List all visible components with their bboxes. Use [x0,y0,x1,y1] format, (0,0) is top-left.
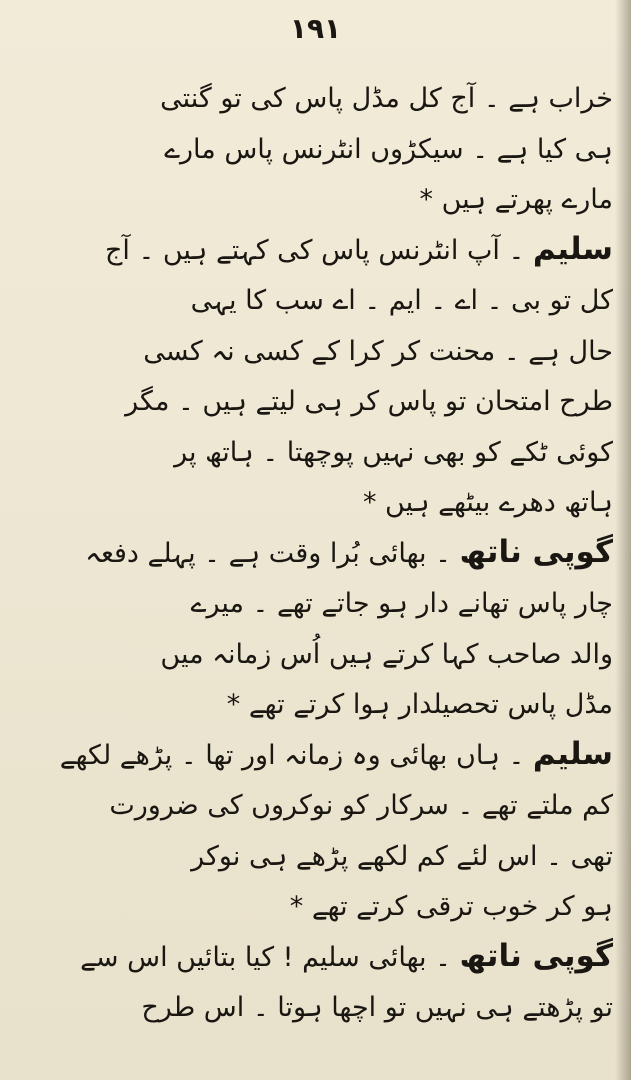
text-line [48,224,613,275]
text-line [48,880,613,931]
text-line [48,123,613,174]
line-text: ہو کر خوب ترقی کرتے تھے * [289,891,613,922]
text-line [48,426,613,477]
page-number: ١٩١ [289,12,342,45]
text-line [48,527,613,578]
line-text: ۔ آپ انٹرنس پاس کی کہتے ہیں ۔ آج [104,234,533,266]
line-text: مڈل پاس تحصیلدار ہوا کرتے تھے * [226,689,613,720]
page-text [48,72,613,1032]
line-text: کل تو بی ۔ اے ۔ ایم ۔ اے سب کا یہی [190,285,613,316]
text-line [48,173,613,224]
binding-shadow [615,0,631,1080]
text-line [48,72,613,123]
text-line [48,628,613,679]
speaker-name: گوپی ناتھ [459,533,613,570]
text-line [48,375,613,426]
line-text: ۔ بھائی بُرا وقت ہے ۔ پہلے دفعہ [85,537,460,569]
speaker-name: گوپی ناتھ [459,937,613,974]
text-line [48,325,613,376]
text-line [48,779,613,830]
line-text: کم ملتے تھے ۔ سرکار کو نوکروں کی ضرورت [109,790,613,821]
line-text: ۔ بھائی سلیم ! کیا بتائیں اس سے [80,941,460,973]
speaker-name: سلیم [532,230,613,267]
text-line [48,931,613,982]
text-line [48,577,613,628]
line-text: تھی ۔ اس لئے کم لکھے پڑھے ہی نوکر [191,840,613,872]
speaker-name: سلیم [532,735,613,772]
text-line [48,830,613,881]
line-text: طرح امتحان تو پاس کر ہی لیتے ہیں ۔ مگر [125,386,613,417]
line-text: تو پڑھتے ہی نہیں تو اچھا ہوتا ۔ اس طرح [141,992,613,1023]
line-text: کوئی ٹکے کو بھی نہیں پوچھتا ۔ ہاتھ پر [174,436,613,468]
line-text: خراب ہے ۔ آج کل مڈل پاس کی تو گنتی [160,83,613,114]
line-text: حال ہے ۔ محنت کر کرا کے کسی نہ کسی [143,335,613,367]
text-line [48,476,613,527]
text-line [48,729,613,780]
line-text: ہی کیا ہے ۔ سیکڑوں انٹرنس پاس مارے [164,133,613,165]
line-text: ۔ ہاں بھائی وہ زمانہ اور تھا ۔ پڑھے لکھے [59,739,533,771]
text-line [48,981,613,1032]
line-text: مارے پھرتے ہیں * [419,184,613,215]
text-line [48,274,613,325]
text-line [48,678,613,729]
line-text: چار پاس تھانے دار ہو جاتے تھے ۔ میرے [190,588,613,619]
line-text: ہاتھ دھرے بیٹھے ہیں * [362,487,613,518]
line-text: والد صاحب کہا کرتے ہیں اُس زمانہ میں [160,638,613,670]
